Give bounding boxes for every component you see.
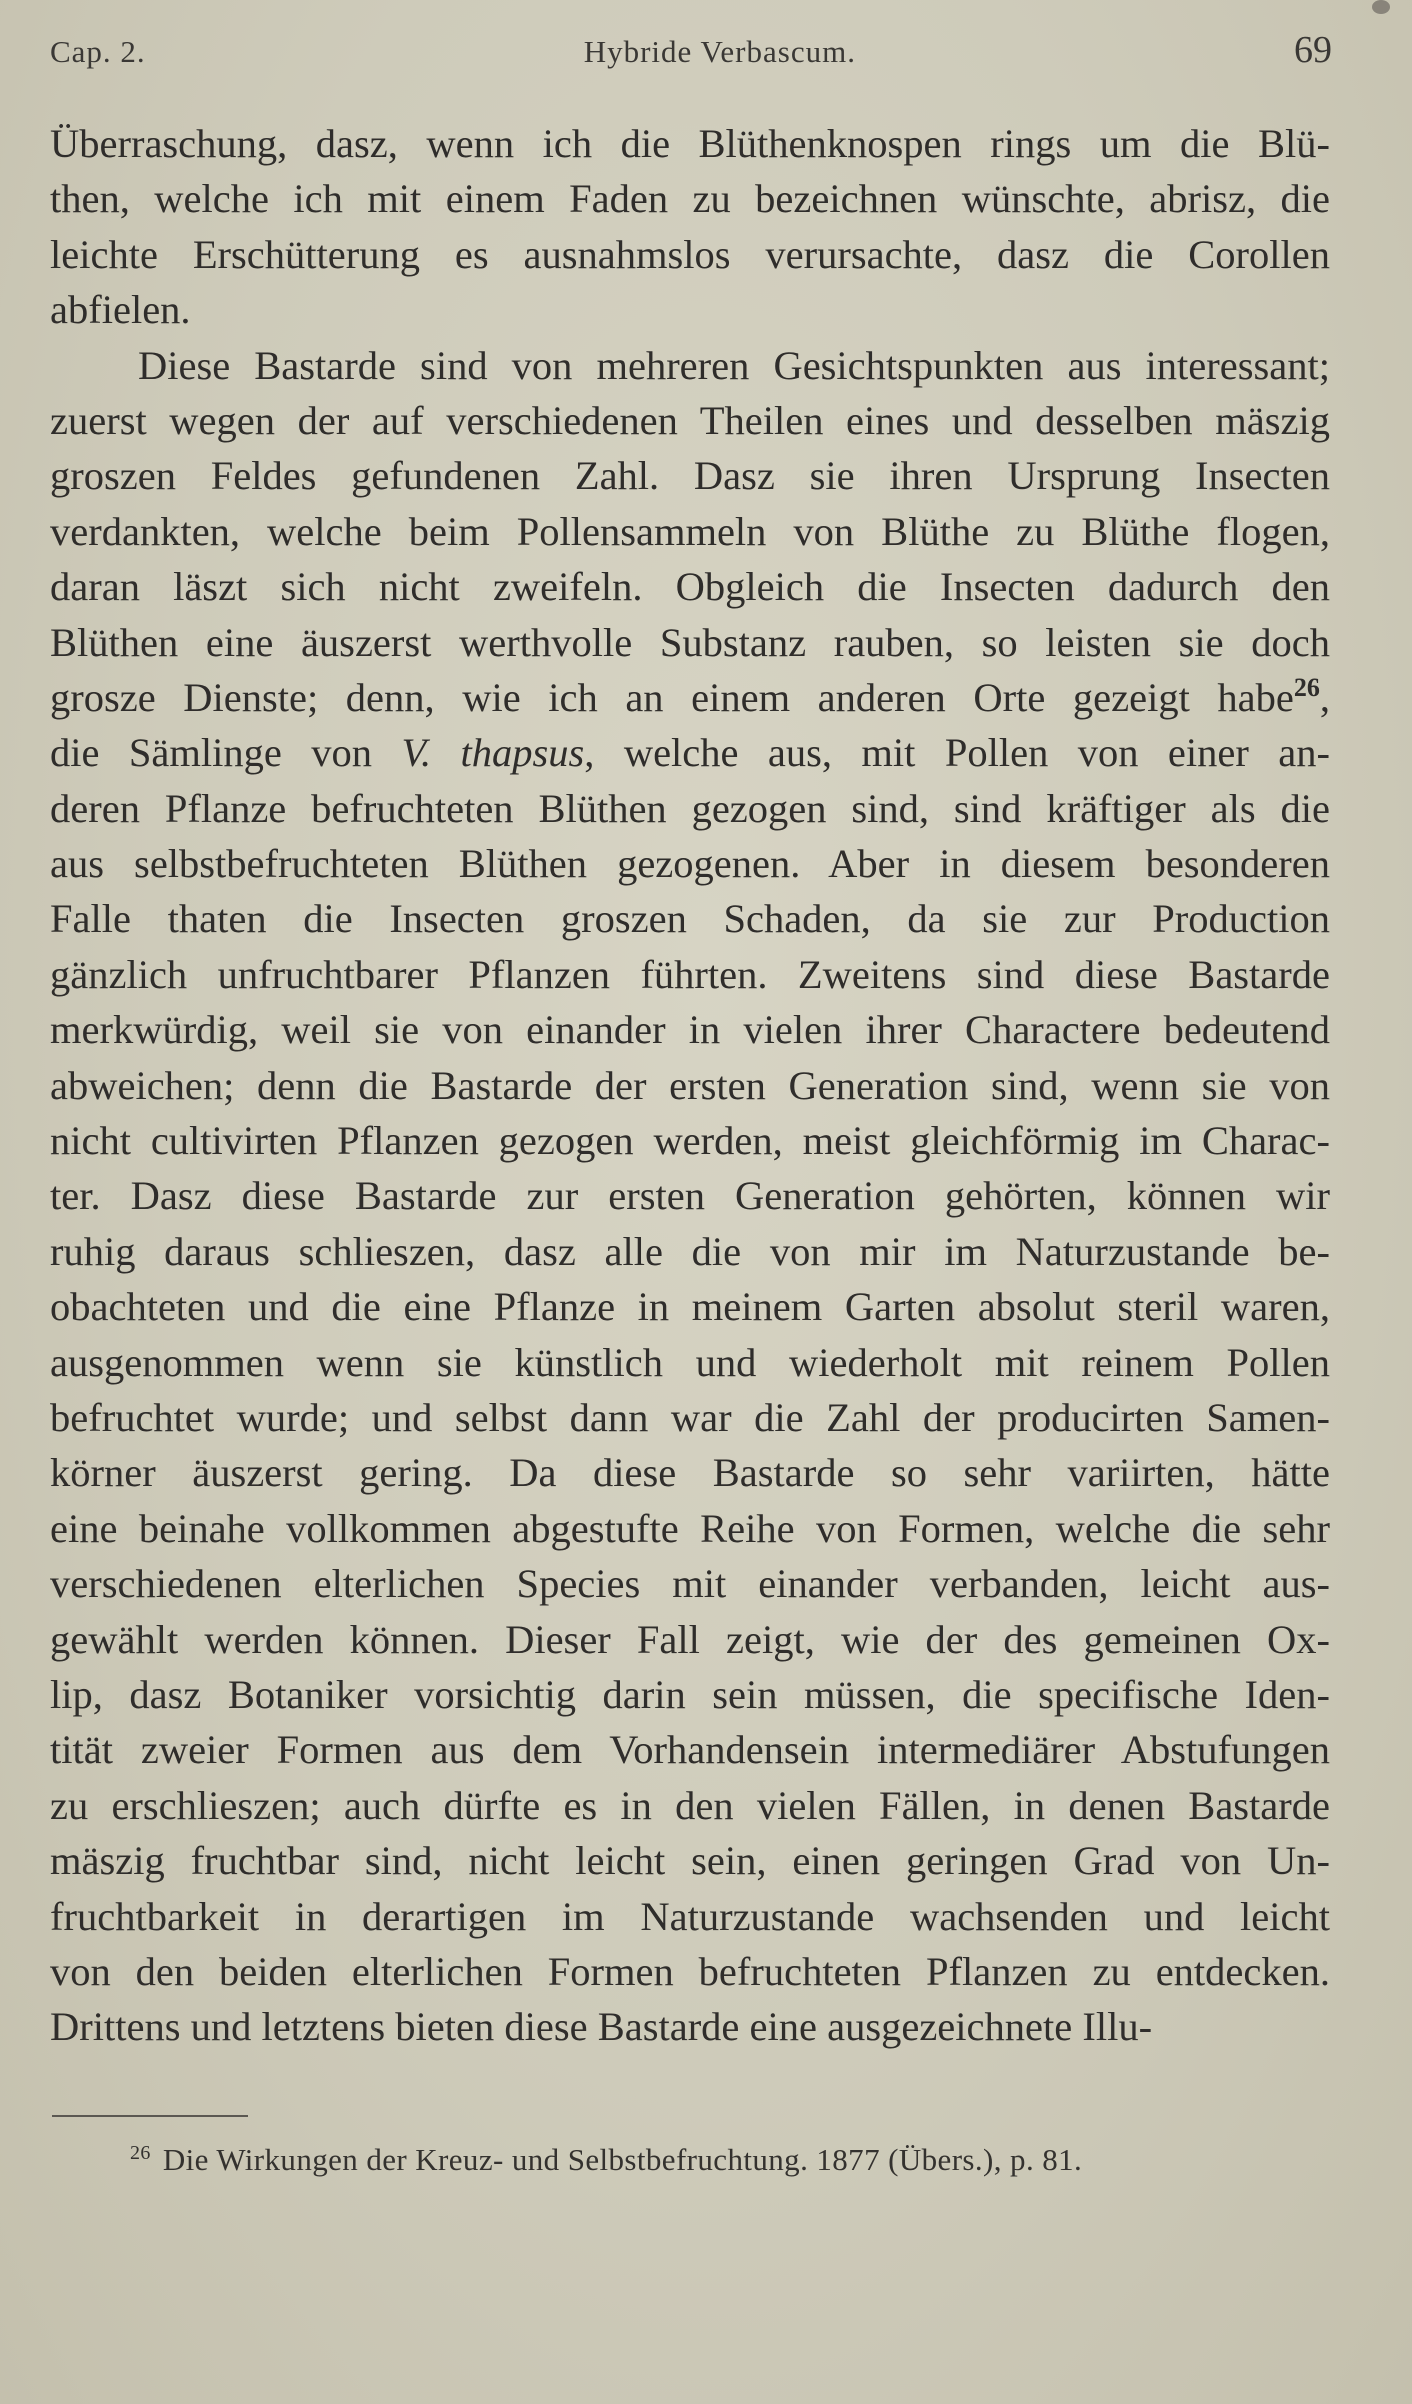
line-text: befruchtet wurde; und selbst dann war die Zahl der producirten Samen-: [50, 1394, 1330, 1440]
text-line: [50, 1999, 1330, 2054]
text-line: [50, 1058, 1330, 1113]
line-text: mäszig fruchtbar sind, nicht leicht sein, einen geringen Grad von Un-: [50, 1838, 1330, 1884]
text-line: [50, 227, 1330, 282]
text-line: [50, 1002, 1330, 1057]
body-text: [50, 116, 1330, 2055]
text-line: [50, 504, 1330, 559]
ink-speck: [1372, 0, 1390, 14]
line-text: Blüthen eine äuszerst werthvolle Substanz rauben, so leisten sie doch: [50, 619, 1330, 665]
line-text: gewählt werden können. Dieser Fall zeigt, wie der des gemeinen Ox-: [50, 1616, 1330, 1662]
text-line: [50, 1335, 1330, 1390]
line-text: ausgenommen wenn sie künstlich und wiederholt mit reinem Pollen: [50, 1339, 1330, 1385]
line-text: fruchtbarkeit in derartigen im Naturzustande wachsenden und leicht: [50, 1893, 1330, 1939]
text-line: [50, 1279, 1330, 1334]
footnote-rule: [52, 2115, 248, 2117]
line-text: groszen Feldes gefundenen Zahl. Dasz sie ihren Ursprung Insecten: [50, 453, 1330, 499]
paragraph: [50, 116, 1330, 338]
line-text: Drittens und letztens bieten diese Bastarde eine ausgezeichnete Illu-: [50, 2004, 1153, 2050]
text-line: [50, 1224, 1330, 1279]
text-line: [50, 615, 1330, 670]
line-text: merkwürdig, weil sie von einander in vielen ihrer Charactere bedeutend: [50, 1007, 1330, 1053]
line-text: eine beinahe vollkommen abgestufte Reihe von Formen, welche die sehr: [50, 1505, 1330, 1551]
line-text: deren Pflanze befruchteten Blüthen gezogen sind, sind kräftiger als die: [50, 785, 1330, 831]
text-line: [50, 781, 1330, 836]
line-text: lip, dasz Botaniker vorsichtig darin sein müssen, die specifische Iden-: [50, 1671, 1330, 1717]
text-line: [50, 670, 1330, 725]
line-text: zu erschlieszen; auch dürfte es in den vielen Fällen, in denen Bastarde: [50, 1782, 1330, 1828]
line-text: abweichen; denn die Bastarde der ersten Generation sind, wenn sie von: [50, 1062, 1330, 1108]
text-line: [50, 1889, 1330, 1944]
species-name: V. thapsus: [401, 730, 585, 776]
line-text: nicht cultivirten Pflanzen gezogen werden, meist gleichförmig im Charac-: [50, 1118, 1330, 1164]
text-line: [50, 1501, 1330, 1556]
paragraph: [50, 338, 1330, 2055]
line-text: then, welche ich mit einem Faden zu bezeichnen wünschte, abrisz, die: [50, 176, 1330, 222]
text-line: [50, 1390, 1330, 1445]
text-line: [50, 282, 1330, 337]
line-text: ruhig daraus schlieszen, dasz alle die von mir im Naturzustande be-: [50, 1228, 1330, 1274]
text-line: [50, 338, 1330, 393]
text-line: [50, 393, 1330, 448]
footnote-text: Die Wirkungen der Kreuz- und Selbstbefruchtung. 1877 (Übers.), p. 81.: [162, 2142, 1083, 2177]
line-text: körner äuszerst gering. Da diese Bastarde so sehr variirten, hätte: [50, 1450, 1330, 1496]
line-text: obachteten und die eine Pflanze in meinem Garten absolut steril waren,: [50, 1284, 1330, 1330]
line-text: von den beiden elterlichen Formen befruchteten Pflanzen zu entdecken.: [50, 1948, 1330, 1994]
text-line: [50, 836, 1330, 891]
line-text: Überraschung, dasz, wenn ich die Blüthenknospen rings um die Blü-: [50, 121, 1330, 166]
line-text: die Sämlinge von: [50, 730, 402, 776]
text-line: [50, 1778, 1330, 1833]
line-text: Diese Bastarde sind von mehreren Gesichtspunkten aus interessant;: [138, 342, 1330, 388]
text-line: [50, 171, 1330, 226]
line-text-continued: , welche aus, mit Pollen von einer an-: [584, 730, 1330, 776]
line-text-continued: ,: [1319, 674, 1330, 720]
line-text: daran läszt sich nicht zweifeln. Obgleich die Insecten dadurch den: [50, 564, 1330, 610]
text-line: [50, 1113, 1330, 1168]
text-line: [50, 1722, 1330, 1777]
text-line: [50, 1556, 1330, 1611]
line-text: ter. Dasz diese Bastarde zur ersten Generation gehörten, können wir: [50, 1173, 1330, 1219]
line-text: verdankten, welche beim Pollensammeln von Blüthe zu Blüthe flogen,: [50, 508, 1330, 554]
text-line: [50, 1168, 1330, 1223]
text-line: [50, 947, 1330, 1002]
text-line: [50, 559, 1330, 614]
text-line: [50, 1445, 1330, 1500]
line-text: aus selbstbefruchteten Blüthen gezogenen. Aber in diesem besonderen: [50, 841, 1330, 887]
running-head: [50, 28, 1332, 78]
line-text: Falle thaten die Insecten groszen Schaden, da sie zur Production: [50, 896, 1330, 942]
line-text: grosze Dienste; denn, wie ich an einem anderen Orte gezeigt habe: [50, 674, 1294, 720]
line-text: gänzlich unfruchtbarer Pflanzen führten. Zweitens sind diese Bastarde: [50, 951, 1330, 997]
line-text: abfielen.: [50, 287, 191, 333]
line-text: verschiedenen elterlichen Species mit einander verbanden, leicht aus-: [50, 1561, 1330, 1607]
line-text: zuerst wegen der auf verschiedenen Theilen eines und desselben mäszig: [50, 397, 1330, 443]
text-line: [50, 725, 1330, 780]
text-line: [50, 891, 1330, 946]
text-line: [50, 1833, 1330, 1888]
line-text: tität zweier Formen aus dem Vorhandensein intermediärer Abstufungen: [50, 1727, 1330, 1773]
chapter-label: Cap. 2.: [50, 34, 146, 69]
text-line: [50, 1612, 1330, 1667]
text-line: [50, 448, 1330, 503]
footnote: [130, 2140, 1310, 2180]
text-line: [50, 1667, 1330, 1722]
text-line: [50, 1944, 1330, 1999]
line-text: leichte Erschütterung es ausnahmslos verursachte, dasz die Corollen: [50, 231, 1330, 277]
footnote-reference: 26: [1293, 672, 1320, 702]
text-line: [50, 116, 1330, 171]
running-title: Hybride Verbascum.: [583, 34, 856, 69]
footnote-marker: 26: [130, 2142, 151, 2164]
page-number: 69: [1293, 29, 1332, 71]
